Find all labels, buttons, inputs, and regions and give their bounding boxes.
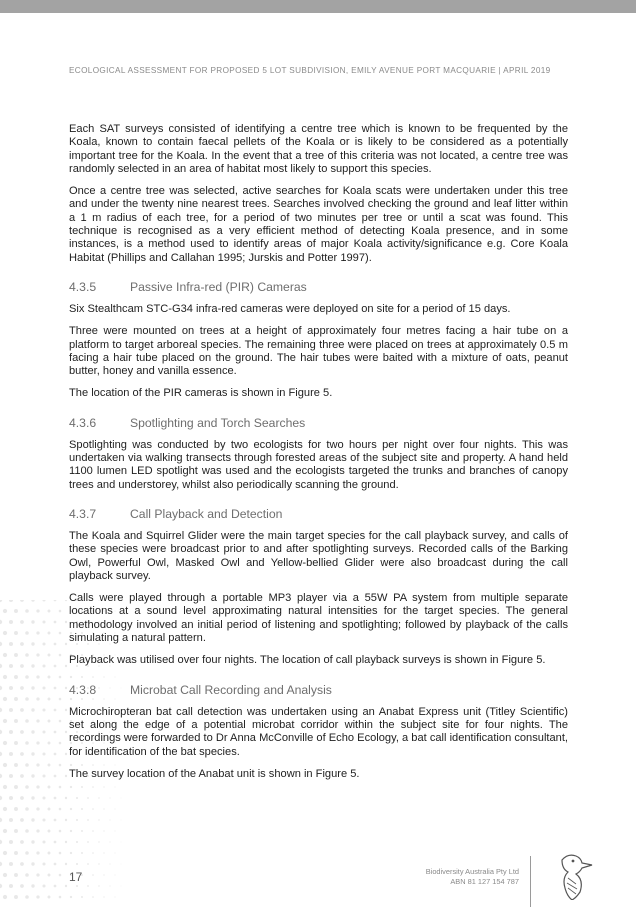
decorative-dot	[48, 742, 51, 745]
decorative-dot	[9, 642, 13, 646]
decorative-dot	[36, 719, 39, 722]
decorative-dot	[54, 687, 57, 690]
section-heading-4-3-8	[69, 683, 568, 697]
decorative-dot	[87, 797, 89, 799]
decorative-dot	[48, 720, 51, 723]
decorative-dot	[81, 852, 83, 854]
section-number: 4.3.8	[69, 682, 97, 697]
decorative-dot	[59, 676, 62, 679]
decorative-dot	[54, 753, 57, 756]
decorative-dot	[115, 897, 116, 898]
decorative-dot	[14, 719, 18, 723]
decorative-dot	[20, 708, 24, 712]
decorative-dot	[42, 642, 45, 645]
decorative-dot	[3, 741, 7, 745]
decorative-dot	[59, 808, 62, 811]
decorative-dot	[87, 885, 89, 887]
decorative-dot	[25, 653, 29, 657]
decorative-dot	[25, 675, 29, 679]
decorative-dot	[0, 642, 2, 646]
decorative-dot	[54, 797, 57, 800]
decorative-dot	[9, 730, 13, 734]
decorative-dot	[42, 752, 45, 755]
running-header: ECOLOGICAL ASSESSMENT FOR PROPOSED 5 LOT SUBDIVISION, EMILY AVENUE PORT MACQUARIE | APRIL 2019	[69, 66, 551, 75]
decorative-dot	[54, 885, 57, 888]
decorative-dot	[65, 643, 67, 645]
decorative-dot	[48, 676, 51, 679]
decorative-dot	[25, 851, 29, 855]
decorative-dot	[42, 774, 45, 777]
decorative-dot	[36, 851, 39, 854]
decorative-dot	[87, 863, 89, 865]
section-title: Microbat Call Recording and Analysis	[130, 682, 332, 697]
decorative-dot	[0, 774, 2, 778]
decorative-dot	[42, 664, 45, 667]
decorative-dot	[48, 654, 51, 657]
decorative-dot	[25, 609, 29, 613]
decorative-dot	[48, 698, 51, 701]
decorative-dot	[14, 697, 18, 701]
company-info	[426, 867, 519, 887]
decorative-dot	[14, 807, 18, 811]
section-title: Spotlighting and Torch Searches	[130, 415, 306, 430]
decorative-dot	[76, 819, 78, 821]
section-paragraph: Three were mounted on trees at a height of approximately four metres facing a hair tube on a platform to target arboreal species. The remaining three were placed on trees at approximately 0.5 m facing a hair tube placed on the ground. The hair tubes were baited with a mixture of oats, peanut butter, honey and vanilla essence.	[69, 325, 568, 378]
decorative-dot	[25, 763, 29, 767]
decorative-dot	[103, 830, 104, 831]
decorative-dot	[59, 830, 62, 833]
section-number: 4.3.7	[69, 506, 97, 521]
decorative-dot	[0, 752, 2, 756]
decorative-dot	[98, 819, 99, 820]
decorative-dot	[121, 864, 122, 865]
decorative-dot	[115, 809, 116, 810]
decorative-dot	[109, 863, 110, 864]
decorative-dot	[98, 863, 99, 864]
decorative-dot	[65, 687, 67, 689]
decorative-dot	[59, 874, 62, 877]
decorative-dot	[115, 875, 116, 876]
decorative-dot	[109, 885, 110, 886]
decorative-dot	[48, 610, 51, 613]
decorative-dot	[14, 631, 18, 635]
decorative-dot	[42, 884, 45, 887]
decorative-dot	[3, 829, 7, 833]
decorative-dot	[54, 863, 57, 866]
decorative-dot	[14, 873, 18, 877]
decorative-dot	[42, 708, 45, 711]
decorative-dot	[14, 851, 18, 855]
decorative-dot	[14, 675, 18, 679]
decorative-dot	[20, 730, 24, 734]
decorative-dot	[81, 808, 83, 810]
decorative-dot	[31, 774, 34, 777]
decorative-dot	[48, 896, 51, 899]
decorative-dot	[25, 829, 29, 833]
decorative-dot	[109, 797, 110, 798]
decorative-dot	[59, 654, 62, 657]
decorative-dot	[3, 697, 7, 701]
decorative-dot	[9, 686, 13, 690]
decorative-dot	[0, 840, 2, 844]
decorative-dot	[9, 818, 13, 822]
page-content	[69, 123, 568, 790]
section-title: Passive Infra-red (PIR) Cameras	[130, 279, 307, 294]
decorative-dot	[31, 664, 34, 667]
decorative-dot	[98, 841, 99, 842]
decorative-dot	[36, 895, 39, 898]
decorative-dot	[31, 796, 34, 799]
decorative-dot	[9, 752, 13, 756]
decorative-dot	[115, 853, 116, 854]
decorative-dot	[9, 708, 13, 712]
decorative-dot	[48, 808, 51, 811]
decorative-dot	[31, 620, 34, 623]
decorative-dot	[3, 851, 7, 855]
decorative-dot	[70, 830, 72, 832]
decorative-dot	[20, 818, 24, 822]
decorative-dot	[0, 664, 2, 668]
decorative-dot	[25, 631, 29, 635]
decorative-dot	[92, 874, 94, 876]
decorative-dot	[109, 819, 110, 820]
decorative-dot	[0, 686, 2, 690]
decorative-dot	[31, 862, 34, 865]
decorative-dot	[54, 643, 57, 646]
decorative-dot	[36, 675, 39, 678]
decorative-dot	[92, 830, 94, 832]
decorative-dot	[48, 874, 51, 877]
decorative-dot	[70, 896, 72, 898]
decorative-dot	[65, 797, 67, 799]
decorative-dot	[25, 873, 29, 877]
decorative-dot	[3, 675, 7, 679]
decorative-dot	[59, 852, 62, 855]
decorative-dot	[76, 885, 78, 887]
decorative-dot	[76, 863, 78, 865]
section-number: 4.3.5	[69, 279, 97, 294]
decorative-dot	[42, 840, 45, 843]
section-paragraph: The survey location of the Anabat unit is shown in Figure 5.	[69, 767, 360, 780]
decorative-dot	[54, 841, 57, 844]
decorative-dot	[20, 620, 24, 624]
decorative-dot	[87, 819, 89, 821]
top-band	[0, 0, 636, 13]
decorative-dot	[9, 796, 13, 800]
decorative-dot	[59, 698, 62, 701]
decorative-dot	[48, 830, 51, 833]
decorative-dot	[0, 730, 2, 734]
section-heading-4-3-6	[69, 416, 568, 430]
decorative-dot	[54, 600, 57, 601]
decorative-dot	[48, 764, 51, 767]
decorative-dot	[65, 600, 67, 601]
decorative-dot	[31, 752, 34, 755]
decorative-dot	[59, 786, 62, 789]
decorative-dot	[20, 664, 24, 668]
decorative-dot	[3, 807, 7, 811]
decorative-dot	[3, 763, 7, 767]
decorative-dot	[42, 796, 45, 799]
section-heading-4-3-5	[69, 280, 568, 294]
company-abn: ABN 81 127 154 787	[450, 877, 519, 886]
decorative-dot	[31, 730, 34, 733]
decorative-dot	[0, 862, 2, 866]
decorative-dot	[48, 786, 51, 789]
section-paragraph: Six Stealthcam STC-G34 infra-red cameras were deployed on site for a period of 15 days.	[69, 302, 511, 315]
decorative-dot	[103, 896, 104, 897]
decorative-dot	[70, 852, 72, 854]
decorative-dot	[42, 818, 45, 821]
decorative-dot	[76, 841, 78, 843]
decorative-dot	[0, 884, 2, 888]
section-paragraph: The Koala and Squirrel Glider were the main target species for the call playback survey, and calls of these species were broadcast prior to and after spotlighting surveys. Recorded calls of the Barking Owl, Powerful Owl, Masked Owl and Yellow-bellied Glider were also broadcast during the call playback survey.	[69, 529, 568, 582]
decorative-dot	[9, 840, 13, 844]
decorative-dot	[25, 807, 29, 811]
decorative-dot	[59, 610, 62, 613]
decorative-dot	[31, 642, 34, 645]
decorative-dot	[20, 774, 24, 778]
decorative-dot	[121, 820, 122, 821]
decorative-dot	[14, 741, 18, 745]
decorative-dot	[59, 632, 62, 635]
decorative-dot	[3, 785, 7, 789]
decorative-dot	[98, 797, 99, 798]
decorative-dot	[9, 600, 13, 602]
decorative-dot	[76, 797, 78, 799]
decorative-dot	[14, 763, 18, 767]
decorative-dot	[70, 808, 72, 810]
intro-paragraph-1: Each SAT surveys consisted of identifying a centre tree which is known to be frequented by the Koala, known to contain faecal pellets of the Koala or is likely to be considered as a potentially important tree for the Koala. In the event that a tree of this criteria was not located, a centre tree was randomly selected in an area of habitat most likely to support this species.	[69, 123, 568, 175]
decorative-dot	[54, 731, 57, 734]
decorative-dot	[20, 642, 24, 646]
decorative-dot	[20, 600, 24, 602]
decorative-dot	[36, 741, 39, 744]
decorative-dot	[54, 665, 57, 668]
decorative-dot	[31, 686, 34, 689]
decorative-dot	[25, 895, 29, 899]
section-heading-4-3-7	[69, 507, 568, 521]
decorative-dot	[42, 600, 45, 602]
kookaburra-logo-icon	[548, 850, 596, 900]
decorative-dot	[87, 841, 89, 843]
decorative-dot	[9, 862, 13, 866]
decorative-dot	[3, 653, 7, 657]
decorative-dot	[36, 829, 39, 832]
decorative-dot	[25, 785, 29, 789]
decorative-dot	[36, 873, 39, 876]
decorative-dot	[14, 829, 18, 833]
section-paragraph: The location of the PIR cameras is shown in Figure 5.	[69, 387, 333, 400]
decorative-dot	[9, 884, 13, 888]
decorative-dot	[25, 741, 29, 745]
decorative-dot	[65, 841, 67, 843]
decorative-dot	[3, 609, 7, 613]
decorative-dot	[36, 609, 39, 612]
section-paragraph: Spotlighting was conducted by two ecologists for two hours per night over four nights. This was undertaken via walking transects through forested areas of the subject site and property. A hand held 1100 lumen LED spotlight was used and the ecologists targeted the trunks and branches of canopy trees and understorey, whilst also periodically scanning the ground.	[69, 438, 568, 491]
decorative-dot	[48, 632, 51, 635]
section-title: Call Playback and Detection	[130, 506, 283, 521]
decorative-dot	[92, 852, 94, 854]
decorative-dot	[65, 885, 67, 887]
decorative-dot	[65, 731, 67, 733]
decorative-dot	[121, 842, 122, 843]
decorative-dot	[103, 874, 104, 875]
footer-divider	[530, 856, 531, 907]
decorative-dot	[48, 852, 51, 855]
decorative-dot	[0, 620, 2, 624]
decorative-dot	[42, 686, 45, 689]
decorative-dot	[31, 884, 34, 887]
decorative-dot	[65, 863, 67, 865]
decorative-dot	[59, 896, 62, 899]
decorative-dot	[65, 665, 67, 667]
intro-paragraph-2: Once a centre tree was selected, active searches for Koala scats were undertaken under this tree and under the twenty nine nearest trees. Searches involved checking the ground and leaf litter within a 1 m radius of each tree, for a period of two minutes per tree or until a scat was found. This technique is recognised as a very efficient method of detecting Koala presence, and in some instances, is a method used to identify areas of major Koala activity/significance e.g. Core Koala Habitat (Phillips and Callahan 1995; Jurskis and Potter 1997).	[69, 185, 568, 264]
decorative-dot	[20, 884, 24, 888]
decorative-dot	[65, 621, 67, 623]
decorative-dot	[9, 664, 13, 668]
decorative-dot	[3, 719, 7, 723]
section-paragraph: Microchiropteran bat call detection was undertaken using an Anabat Express unit (Titley Scientific) set along the edge of a potential microbat corridor within the subject site for four nights. The recordings were forwarded to Dr Anna McConville of Echo Ecology, a bat call identification consultant, for identification of the bat species.	[69, 705, 568, 758]
decorative-dot	[0, 708, 2, 712]
decorative-dot	[109, 841, 110, 842]
decorative-dot	[0, 818, 2, 822]
decorative-dot	[98, 885, 99, 886]
decorative-dot	[20, 840, 24, 844]
page-number: 17	[69, 870, 83, 884]
decorative-dot	[54, 819, 57, 822]
decorative-dot	[25, 697, 29, 701]
decorative-dot	[92, 896, 94, 898]
decorative-dot	[0, 796, 2, 800]
decorative-dot	[31, 840, 34, 843]
decorative-dot	[9, 774, 13, 778]
decorative-dot	[54, 709, 57, 712]
decorative-dot	[42, 620, 45, 623]
decorative-dot	[14, 895, 18, 899]
decorative-dot	[9, 620, 13, 624]
decorative-dot	[36, 763, 39, 766]
decorative-dot	[20, 862, 24, 866]
decorative-dot	[54, 621, 57, 624]
decorative-dot	[0, 600, 2, 602]
decorative-dot	[115, 831, 116, 832]
decorative-dot	[3, 895, 7, 899]
decorative-dot	[103, 852, 104, 853]
company-name: Biodiversity Australia Pty Ltd	[425, 867, 519, 876]
decorative-dot	[14, 785, 18, 789]
section-number: 4.3.6	[69, 415, 97, 430]
decorative-dot	[36, 697, 39, 700]
decorative-dot	[3, 873, 7, 877]
decorative-dot	[65, 775, 67, 777]
decorative-dot	[81, 896, 83, 898]
decorative-dot	[31, 708, 34, 711]
decorative-dot	[65, 709, 67, 711]
decorative-dot	[3, 631, 7, 635]
decorative-dot	[20, 686, 24, 690]
decorative-dot	[14, 609, 18, 613]
decorative-dot	[59, 764, 62, 767]
section-paragraph: Playback was utilised over four nights. The location of call playback surveys is shown in Figure 5.	[69, 654, 546, 667]
decorative-dot	[36, 807, 39, 810]
decorative-dot	[121, 798, 122, 799]
decorative-dot	[36, 631, 39, 634]
decorative-dot	[59, 720, 62, 723]
decorative-dot	[54, 775, 57, 778]
decorative-dot	[31, 600, 34, 602]
decorative-dot	[121, 886, 122, 887]
decorative-dot	[36, 785, 39, 788]
decorative-dot	[81, 830, 83, 832]
decorative-dot	[65, 753, 67, 755]
decorative-dot	[25, 719, 29, 723]
decorative-dot	[20, 796, 24, 800]
decorative-dot	[36, 653, 39, 656]
decorative-dot	[31, 818, 34, 821]
section-paragraph: Calls were played through a portable MP3 player via a 55W PA system from multiple separate locations at a sound level approximating natural intensities for the target species. The general methodology involved an initial period of listening and spotlighting; followed by playback of the calls simulating a natural pattern.	[69, 592, 568, 645]
decorative-dot	[92, 808, 94, 810]
decorative-dot	[103, 808, 104, 809]
decorative-dot	[65, 819, 67, 821]
decorative-dot	[14, 653, 18, 657]
decorative-dot	[20, 752, 24, 756]
decorative-dot	[59, 742, 62, 745]
decorative-dot	[42, 862, 45, 865]
decorative-dot	[42, 730, 45, 733]
